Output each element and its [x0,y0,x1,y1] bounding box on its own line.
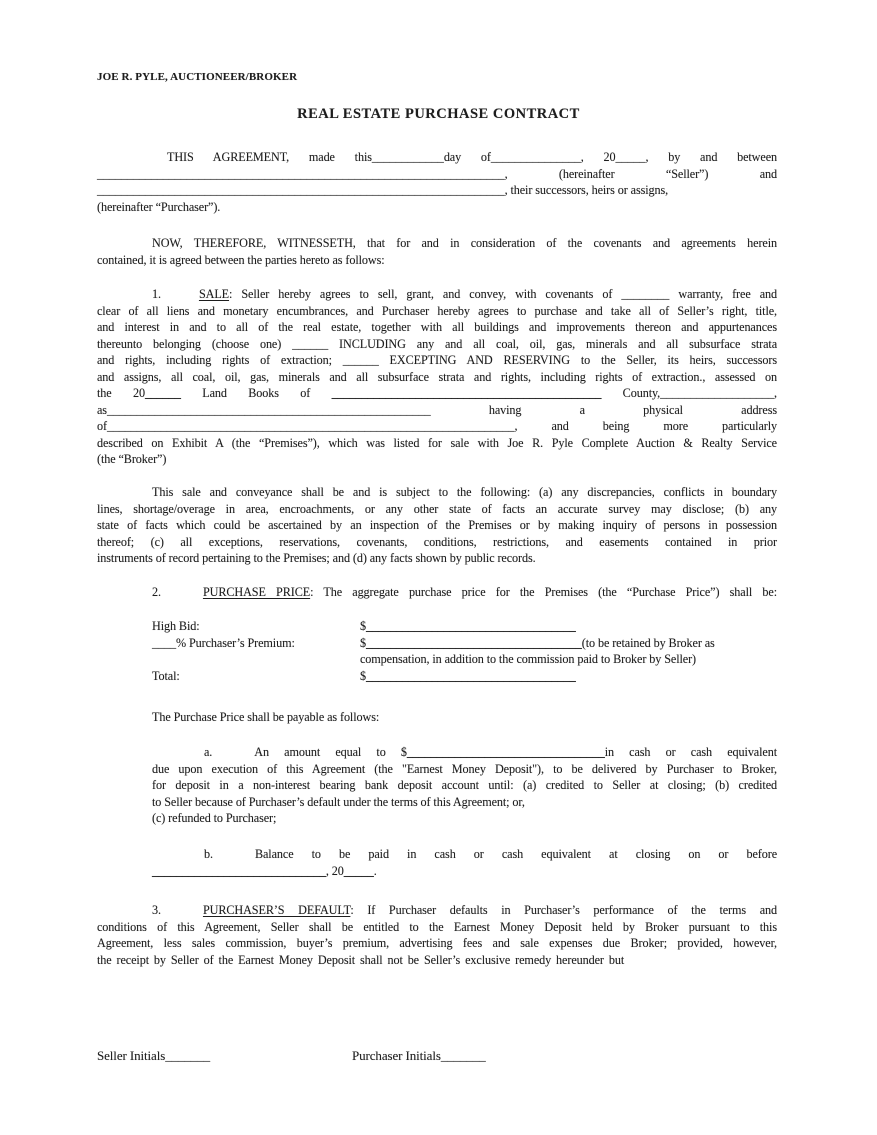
text-segment: thereunto belonging (choose one) [97,336,293,351]
text-line [97,435,777,452]
purchaser-initials-blank: _______ [440,1048,486,1063]
fill-in-blank: ______ [292,336,329,351]
text-segment: INCLUDING any and all coal, oil, gas, minerals and all subsurface strata [328,336,777,351]
fill-in-blank: ______ [342,353,379,367]
text-segment: $ [360,619,366,633]
fill-in-blank: ____________ [371,150,444,164]
text-segment: The Purchase Price shall be payable as follows: [152,710,380,724]
contract-title: REAL ESTATE PURCHASE CONTRACT [297,106,580,122]
text-line [360,618,777,635]
text-segment: and assigns, all coal, oil, gas, minerals and all subsurface strata and rights, including rights of extraction., assessed on [97,369,777,384]
text-line [97,418,777,435]
fill-in-blank: _________________________________ [406,745,605,759]
text-line [360,651,777,668]
fill-in-blank: ____ [152,635,176,650]
text-segment: Balance to be paid in cash or cash equivalent at closing on or before [254,847,777,861]
seller-initials-blank: _______ [165,1048,210,1063]
text-segment: warranty, free and [669,287,777,301]
fill-in-blank: ___________________________________ [366,668,576,683]
text-segment: (c) refunded to Purchaser; [152,811,277,825]
section-1-sale [97,286,777,468]
underlined-heading: PURCHASER’S DEFAULT [202,903,351,917]
text-line [97,935,777,952]
purchaser-initials-group [352,1048,486,1065]
conveyance-paragraph [97,484,777,567]
text-line [97,919,777,936]
text-segment: : The aggregate purchase price for the Premises (the “Purchase Price”) shall be: [310,585,777,599]
text-segment: and interest in and to all of the real estate, together with all buildings and improvements thereon and appurtenances [97,320,777,334]
text-line [97,182,777,199]
text-segment: due upon execution of this Agreement (the "Earnest Money Deposit"), to be delivered by Purchaser to Broker, [152,761,777,776]
witnesseth-paragraph [97,235,777,268]
underlined-heading: PURCHASE PRICE [202,585,311,599]
text-segment: , (hereinafter “Seller”) and [504,166,777,181]
fill-in-blank: ___________________________________ [366,619,576,633]
letterhead: JOE R. PYLE, AUCTIONEER/BROKER [97,71,298,83]
text-line [152,794,777,811]
text-segment: , their successors, heirs or assigns, [504,183,669,197]
text-line [97,402,777,419]
text-line [152,761,777,778]
price-labels [152,618,358,684]
text-line [97,517,777,534]
text-line [97,303,777,320]
purchaser-initials-label: Purchaser Initials [352,1048,441,1063]
text-segment: as [97,402,107,417]
text-line [97,451,777,468]
text-segment: , and being more particularly [514,419,777,433]
fill-in-blank: ________ [621,287,670,301]
text-line [152,777,777,794]
fill-in-blank: ____________________________________ [366,635,582,650]
text-segment: conditions of this Agreement, Seller shall be entitled to the Earnest Money Deposit held by Broker pursuant to this [97,919,777,934]
text-segment: 3. [152,903,161,917]
text-segment: Land Books of [180,386,332,400]
text-segment: . [373,863,377,878]
fill-in-blank: _____ [615,150,646,164]
text-segment: , 20 [580,150,616,164]
text-segment: a. [204,745,213,759]
text-segment: NOW, THEREFORE, WITNESSETH, that for and in consideration of the covenants and agreements herein [152,236,777,250]
fill-in-blank: ____________________________________________________________________ [106,419,515,433]
text-segment: , 20 [325,863,344,878]
text-segment: thereof; (c) all exceptions, reservations, covenants, conditions, restrictions, and easements contained in prior [97,534,777,549]
text-line [97,584,777,601]
text-line [97,369,777,386]
text-segment: An amount equal to $ [254,745,407,759]
text-line [152,635,358,652]
text-segment: for deposit in a non-interest bearing bank deposit account until: (a) credited to Seller at closing; (b) credited [152,778,777,792]
text-line [360,668,777,685]
text-segment: , by and between [645,150,778,164]
text-line [97,385,777,402]
text-line [97,501,777,518]
text-segment: EXCEPTING AND RESERVING to the Seller, its heirs, successors [378,353,777,367]
text-segment: described on Exhibit A (the “Premises”), which was listed for sale with Joe R. Pyle Complete Auction & Realty Service [97,435,777,450]
text-line [97,319,777,336]
text-segment: 2. [152,585,161,599]
text-segment: : Seller hereby agrees to sell, grant, and convey, with covenants of [229,287,622,301]
paragraph-b [152,846,777,879]
text-segment: $ [360,668,366,683]
text-line [97,286,777,303]
text-segment: contained, it is agreed between the parties hereto as follows: [97,252,385,267]
text-line [152,668,358,685]
underlined-heading: SALE [198,287,230,301]
text-segment: day of [443,150,491,164]
text-segment: lines, shortage/overage in area, encroachments, or any other state of facts an accurate survey may disclose; (b) any [97,501,777,516]
fill-in-blank: ____________________________________________________________________ [97,183,505,197]
fill-in-blank: _____________________________ [152,863,326,878]
fill-in-blank: _____________________________________________ [331,386,602,400]
text-segment: in cash or cash equivalent [604,745,777,759]
text-line [97,166,777,183]
text-line [97,484,777,501]
payable-line [97,709,777,726]
text-line [97,534,777,551]
seller-initials-label: Seller Initials [97,1048,166,1063]
text-segment: (the “Broker”) [97,452,167,466]
text-line [97,902,777,919]
text-segment: Total: [152,668,180,683]
text-segment: b. [204,847,213,861]
text-segment: , [774,386,777,400]
text-segment: having a physical address [430,402,777,417]
text-line [152,651,358,668]
text-line [97,199,777,216]
text-segment: (to be retained by Broker as [581,635,715,650]
footer-initials [97,1048,777,1065]
text-line [152,846,777,863]
text-line [360,635,777,652]
text-line [97,235,777,252]
fill-in-blank: ______ [144,386,181,400]
text-segment: % Purchaser’s Premium: [175,635,295,650]
text-segment: High Bid: [152,619,200,633]
text-line [97,336,777,353]
section-3-default [97,902,777,968]
paragraph-a [152,744,777,827]
text-segment: : If Purchaser defaults in Purchaser’s performance of the terms and [350,903,777,917]
text-line [152,863,777,880]
text-segment: clear of all liens and monetary encumbrances, and Purchaser hereby agrees to purchase and take all of Seller’s right, title, [97,303,777,318]
text-line [152,618,358,635]
fill-in-blank: _______________ [490,150,581,164]
text-line [97,550,777,567]
text-segment: of [97,419,107,433]
opening-paragraph [97,149,777,215]
price-values [360,618,777,684]
text-line [97,952,777,969]
fill-in-blank: _____ [343,863,374,878]
text-segment: instruments of record pertaining to the Premises; and (d) any facts shown by public records. [97,551,536,565]
text-segment: the receipt by Seller of the Earnest Money Deposit shall not be Seller’s exclusive remedy hereunder but [97,952,625,967]
text-segment: compensation, in addition to the commission paid to Broker by Seller) [360,652,696,666]
text-segment: (hereinafter “Purchaser”). [97,199,221,214]
section-2-heading [97,584,777,601]
text-segment: County, [601,386,661,400]
text-line [97,709,777,726]
text-segment: and rights, including rights of extraction; [97,353,343,367]
text-segment: Agreement, less sales commission, buyer’s premium, advertising fees and sale expenses due Broker; provided, however, [97,936,777,950]
fill-in-blank: ____________________________________________________________________ [97,166,505,181]
text-line [152,810,777,827]
text-segment: 1. [152,287,161,301]
text-line [152,744,777,761]
text-segment: to Seller because of Purchaser’s default under the terms of this Agreement; or, [152,794,525,809]
text-segment: THIS AGREEMENT, made this [167,150,372,164]
text-segment: the 20 [97,386,145,400]
text-line [97,149,777,166]
fill-in-blank: ______________________________________________________ [106,402,431,417]
text-segment: $ [360,635,366,650]
text-segment: state of facts which could be ascertained by an inspection of the Premises or by making inquiry of persons in possession [97,518,777,532]
text-line [97,352,777,369]
text-line [97,252,777,269]
fill-in-blank: ___________________ [660,386,775,400]
text-segment: This sale and conveyance shall be and is subject to the following: (a) any discrepancies, conflicts in boundary [152,485,777,499]
